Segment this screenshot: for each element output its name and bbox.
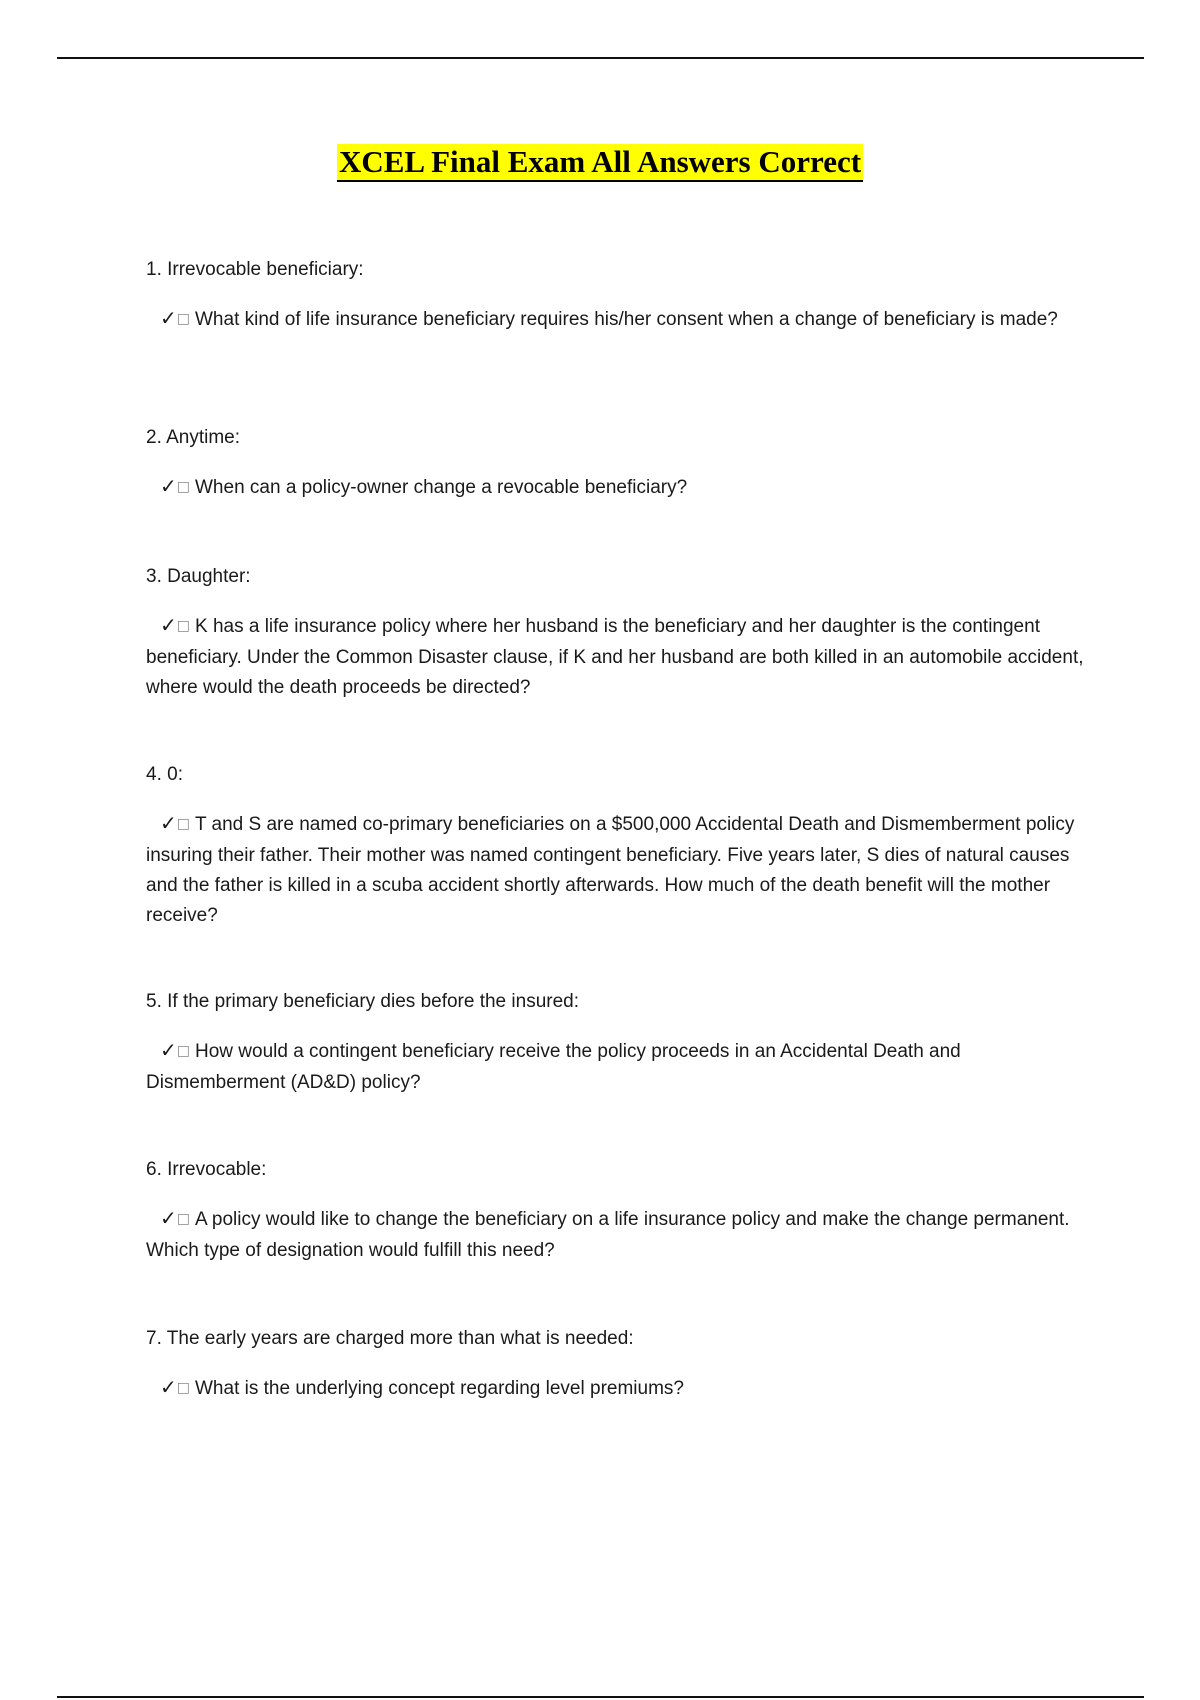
checkbox-icon: □ (176, 816, 190, 832)
question-text-block (146, 1372, 1091, 1405)
checkbox-icon: □ (176, 1380, 190, 1396)
checkmark-icon: ✓ (160, 474, 177, 498)
checkbox-icon: □ (176, 311, 190, 327)
answer-term: 7. The early years are charged more than what is needed: (146, 1328, 634, 1349)
document-title: XCEL Final Exam All Answers Correct (337, 144, 863, 182)
qa-item-2 (146, 423, 1091, 504)
checkbox-icon: □ (176, 1211, 190, 1227)
qa-item-5 (146, 987, 1091, 1098)
checkmark-icon: ✓ (160, 306, 177, 330)
question-text: A policy would like to change the beneficiary on a life insurance policy and make the change permanent. Which type of designation would fulfill this need? (146, 1209, 1070, 1261)
answer-term: 6. Irrevocable: (146, 1159, 267, 1180)
title-block (0, 144, 1200, 182)
checkbox-icon: □ (176, 479, 190, 495)
checkmark-icon: ✓ (160, 613, 177, 637)
top-rule (57, 57, 1144, 59)
question-text-block (146, 471, 1091, 504)
qa-item-3 (146, 562, 1091, 703)
question-text-block (146, 1035, 1091, 1098)
qa-item-1 (146, 255, 1091, 336)
answer-term: 4. 0: (146, 764, 183, 785)
question-text: What kind of life insurance beneficiary requires his/her consent when a change of beneficiary is made? (195, 309, 1058, 330)
question-text: T and S are named co-primary beneficiaries on a $500,000 Accidental Death and Dismemberment policy insuring their father. Their mother was named contingent beneficiary. Five years later, S dies of natural causes and the father is killed in a scuba accident shortly afterwards. How much of the death benefit will the mother receive? (146, 814, 1075, 926)
question-text-block (146, 303, 1091, 336)
qa-item-7 (146, 1324, 1091, 1405)
qa-item-4 (146, 760, 1091, 931)
bottom-rule (57, 1696, 1144, 1698)
answer-term: 2. Anytime: (146, 427, 240, 448)
answer-term: 5. If the primary beneficiary dies before the insured: (146, 991, 580, 1012)
question-text-block (146, 808, 1091, 931)
question-text: When can a policy-owner change a revocable beneficiary? (195, 477, 688, 498)
checkmark-icon: ✓ (160, 1375, 177, 1399)
question-text-block (146, 610, 1091, 703)
answer-term: 1. Irrevocable beneficiary: (146, 259, 364, 280)
checkbox-icon: □ (176, 618, 190, 634)
answer-term: 3. Daughter: (146, 566, 251, 587)
checkmark-icon: ✓ (160, 1206, 177, 1230)
question-text: What is the underlying concept regarding level premiums? (195, 1378, 684, 1399)
question-text: K has a life insurance policy where her husband is the beneficiary and her daughter is the contingent beneficiary. Under the Common Disaster clause, if K and her husband are both killed in an automobile accident, where would the death proceeds be directed? (146, 616, 1084, 698)
question-text-block (146, 1203, 1091, 1266)
question-text: How would a contingent beneficiary receive the policy proceeds in an Accidental Death and Dismemberment (AD&D) policy? (146, 1041, 961, 1093)
checkbox-icon: □ (176, 1043, 190, 1059)
checkmark-icon: ✓ (160, 811, 177, 835)
checkmark-icon: ✓ (160, 1038, 177, 1062)
qa-item-6 (146, 1155, 1091, 1266)
